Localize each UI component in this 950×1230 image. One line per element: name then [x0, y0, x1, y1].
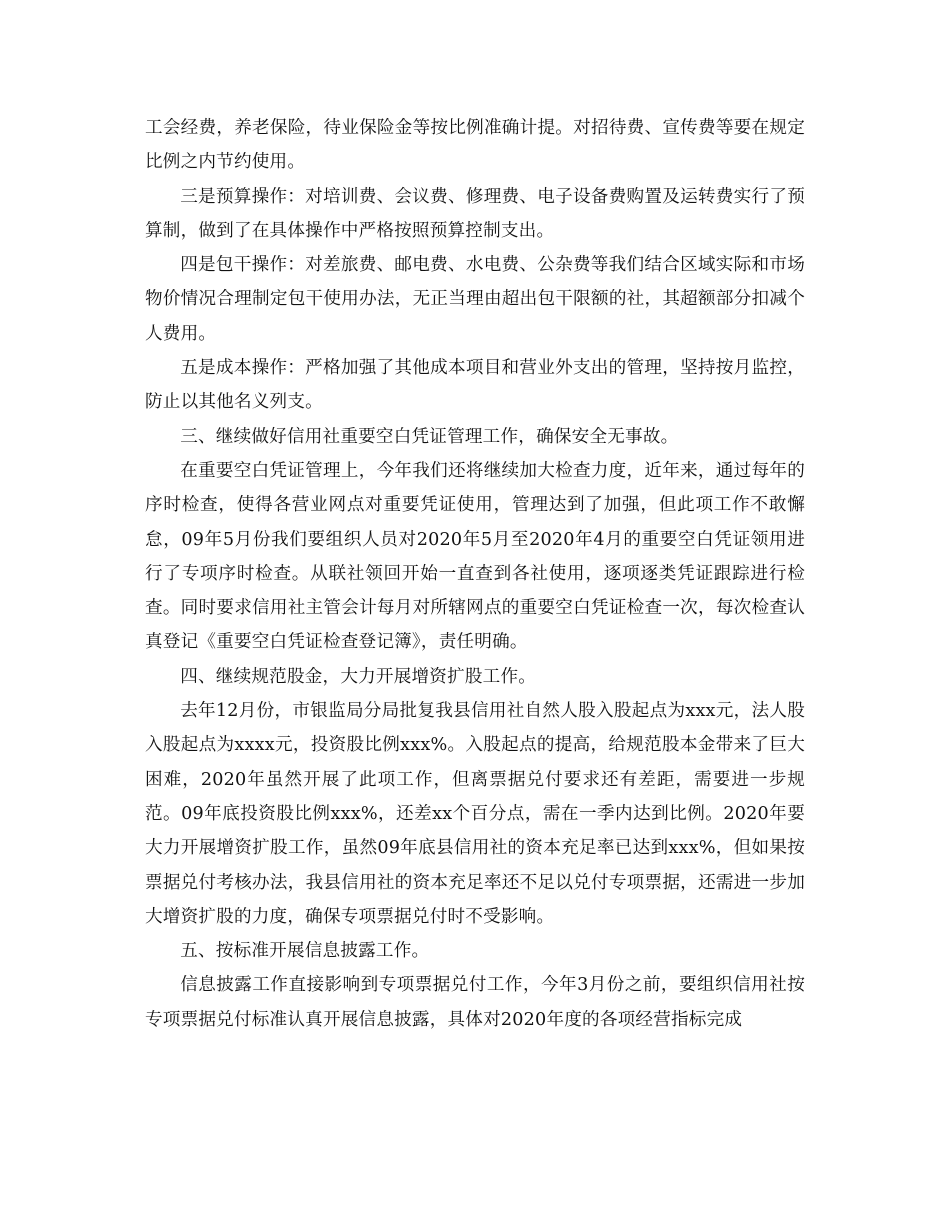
paragraph-6: 在重要空白凭证管理上，今年我们还将继续加大检查力度，近年来，通过每年的序时检查，使得各营业网点对重要凭证使用，管理达到了加强，但此项工作不敢懈怠，09年5月份我们要组织人员对2020年5月至2020年4月的重要空白凭证领用进行了专项序时检查。从联社领回开始一直查到各社使用，逐项逐类凭证跟踪进行检查。同时要求信用社主管会计每月对所辖网点的重要空白凭证检查一次，每次检查认真登记《重要空白凭证检查登记簿》，责任明确。	[145, 460, 805, 653]
paragraph-8: 去年12月份，市银监局分局批复我县信用社自然人股入股起点为xxx元，法人股入股起点为xxxx元，投资股比例xxx%。入股起点的提高，给规范股本金带来了巨大困难，2020年虽然开展了此项工作，但离票据兑付要求还有差距，需要进一步规范。09年底投资股比例xxx%，还差xx个百分点，需在一季内达到比例。2020年要大力开展增资扩股工作，虽然09年底县信用社的资本充足率已达到xxx%，但如果按票据兑付考核办法，我县信用社的资本充足率还不足以兑付专项票据，还需进一步加大增资扩股的力度，确保专项票据兑付时不受影响。	[145, 701, 805, 927]
paragraph-2: 三是预算操作：对培训费、会议费、修理费、电子设备费购置及运转费实行了预算制，做到了在具体操作中严格按照预算控制支出。	[145, 186, 805, 241]
section-heading-4: 四、继续规范股金，大力开展增资扩股工作。	[180, 666, 537, 687]
paragraph-4: 五是成本操作：严格加强了其他成本项目和营业外支出的管理，坚持按月监控，防止以其他名义列支。	[145, 358, 805, 413]
section-heading-3: 三、继续做好信用社重要空白凭证管理工作，确保安全无事故。	[180, 426, 679, 447]
document-page	[145, 111, 805, 1037]
section-heading-5: 五、按标准开展信息披露工作。	[180, 941, 430, 962]
paragraph-10: 信息披露工作直接影响到专项票据兑付工作，今年3月份之前，要组织信用社按专项票据兑付标准认真开展信息披露，具体对2020年度的各项经营指标完成	[145, 975, 805, 1030]
paragraph-3: 四是包干操作：对差旅费、邮电费、水电费、公杂费等我们结合区域实际和市场物价情况合理制定包干使用办法，无正当理由超出包干限额的社，其超额部分扣减个人费用。	[145, 255, 805, 344]
paragraph-1: 工会经费，养老保险，待业保险金等按比例准确计提。对招待费、宣传费等要在规定比例之内节约使用。	[145, 118, 805, 173]
